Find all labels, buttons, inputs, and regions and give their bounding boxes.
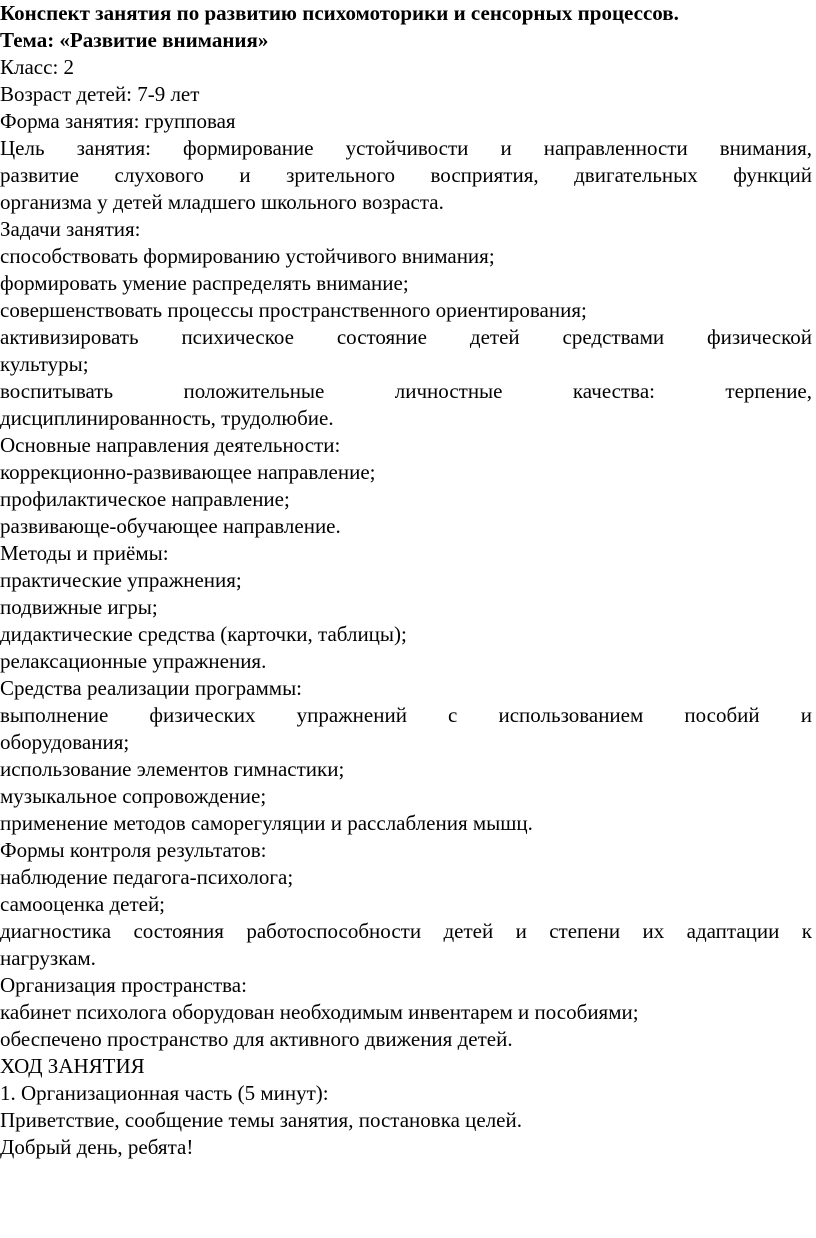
task-item: формировать умение распределять внимание;	[0, 271, 409, 295]
age-info: Возраст детей: 7-9 лет	[0, 82, 200, 106]
space-item: кабинет психолога оборудован необходимым инвентарем и пособиями;	[0, 1000, 639, 1024]
control-heading: Формы контроля результатов:	[0, 838, 267, 862]
task-item: способствовать формированию устойчивого внимания;	[0, 244, 495, 268]
task-item-continuation: дисциплинированность, трудолюбие.	[0, 406, 334, 430]
means-item: музыкальное сопровождение;	[0, 784, 267, 808]
method-item: релаксационные упражнения.	[0, 649, 267, 673]
means-item-continuation: оборудования;	[0, 730, 130, 754]
method-item: дидактические средства (карточки, таблицы);	[0, 622, 407, 646]
means-item: применение методов саморегуляции и расслабления мышц.	[0, 811, 533, 835]
direction-item: коррекционно-развивающее направление;	[0, 460, 376, 484]
means-item: использование элементов гимнастики;	[0, 757, 345, 781]
task-item: активизировать психическое состояние детей средствами физической	[0, 325, 812, 349]
space-item: обеспечено пространство для активного движения детей.	[0, 1027, 513, 1051]
directions-heading: Основные направления деятельности:	[0, 433, 341, 457]
control-item-continuation: нагрузкам.	[0, 946, 96, 970]
greeting-text: Добрый день, ребята!	[0, 1135, 194, 1159]
control-item: самооценка детей;	[0, 892, 166, 916]
part1-heading: 1. Организационная часть (5 минут):	[0, 1081, 329, 1105]
goal-line-2: развитие слухового и зрительного восприятия, двигательных функций	[0, 163, 812, 187]
control-item: диагностика состояния работоспособности детей и степени их адаптации к	[0, 919, 812, 943]
direction-item: развивающе-обучающее направление.	[0, 514, 341, 538]
course-heading: ХОД ЗАНЯТИЯ	[0, 1054, 145, 1078]
control-item: наблюдение педагога-психолога;	[0, 865, 294, 889]
task-item-continuation: культуры;	[0, 352, 89, 376]
document-title: Конспект занятия по развитию психомоторики и сенсорных процессов.	[0, 1, 679, 25]
means-heading: Средства реализации программы:	[0, 676, 303, 700]
method-item: практические упражнения;	[0, 568, 242, 592]
task-item: воспитывать положительные личностные качества: терпение,	[0, 379, 812, 403]
space-heading: Организация пространства:	[0, 973, 247, 997]
document-topic: Тема: «Развитие внимания»	[0, 28, 269, 52]
goal-line-3: организма у детей младшего школьного возраста.	[0, 190, 444, 214]
means-item: выполнение физических упражнений с использованием пособий и	[0, 703, 812, 727]
task-item: совершенствовать процессы пространственного ориентирования;	[0, 298, 587, 322]
methods-heading: Методы и приёмы:	[0, 541, 169, 565]
tasks-heading: Задачи занятия:	[0, 217, 141, 241]
direction-item: профилактическое направление;	[0, 487, 290, 511]
class-info: Класс: 2	[0, 55, 75, 79]
method-item: подвижные игры;	[0, 595, 158, 619]
part1-text: Приветствие, сообщение темы занятия, постановка целей.	[0, 1108, 522, 1132]
form-info: Форма занятия: групповая	[0, 109, 236, 133]
goal-line-1: Цель занятия: формирование устойчивости и направленности внимания,	[0, 136, 812, 160]
